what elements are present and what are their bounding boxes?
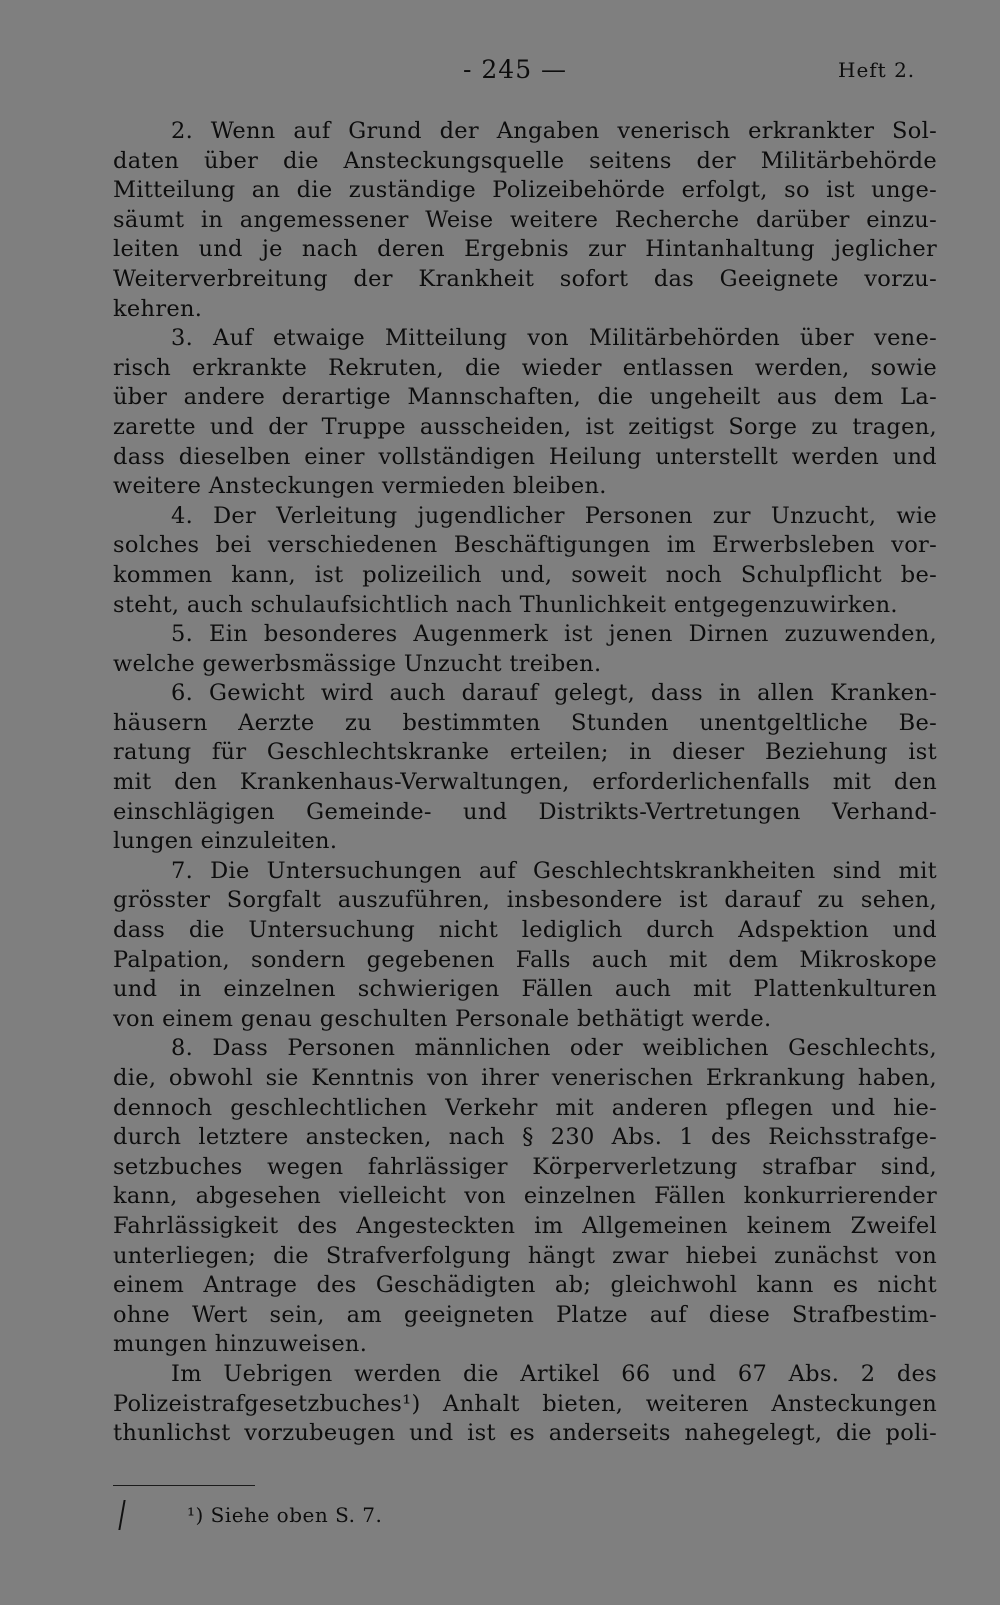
text-line: Palpation, sondern gegebenen Falls auch mit dem Mikroskope <box>113 946 937 973</box>
text-line: unterliegen; die Strafverfolgung hängt zwar hiebei zunächst von <box>113 1242 937 1269</box>
text-line: grösster Sorgfalt auszuführen, insbesondere ist darauf zu sehen, <box>113 887 937 914</box>
text-line: kann, abgesehen vielleicht von einzelnen Fällen konkurrierender <box>113 1183 937 1210</box>
text-line: thunlichst vorzubeugen und ist es anderseits nahegelegt, die poli- <box>113 1420 937 1447</box>
text-line: 2. Wenn auf Grund der Angaben venerisch erkrankter Sol- <box>171 118 937 144</box>
text-line: ohne Wert sein, am geeigneten Platze auf diese Strafbestim- <box>113 1301 937 1328</box>
text-line: einem Antrage des Geschädigten ab; gleichwohl kann es nicht <box>113 1272 937 1299</box>
text-line: zarette und der Truppe ausscheiden, ist zeitigst Sorge zu tragen, <box>113 413 937 440</box>
text-line: 8. Dass Personen männlichen oder weiblichen Geschlechts, <box>171 1035 937 1062</box>
text-line: kommen kann, ist polizeilich und, soweit noch Schulpflicht be- <box>113 561 937 588</box>
body-text <box>113 117 937 1449</box>
text-line: solches bei verschiedenen Beschäftigungen im Erwerbsleben vor- <box>113 532 937 559</box>
text-line: von einem genau geschulten Personale bethätigt werde. <box>113 1005 772 1032</box>
text-line: und in einzelnen schwierigen Fällen auch mit Plattenkulturen <box>113 976 937 1003</box>
text-line: weitere Ansteckungen vermieden bleiben. <box>113 473 607 500</box>
text-line: 5. Ein besonderes Augenmerk ist jenen Dirnen zuzuwenden, <box>171 621 937 648</box>
margin-pencil-mark <box>118 1500 125 1530</box>
text-line: 7. Die Untersuchungen auf Geschlechtskrankheiten sind mit <box>171 857 937 884</box>
text-line: ratung für Geschlechtskranke erteilen; in dieser Beziehung ist <box>113 739 937 766</box>
text-line: dennoch geschlechtlichen Verkehr mit anderen pflegen und hie- <box>113 1094 937 1121</box>
text-line: über andere derartige Mannschaften, die ungeheilt aus dem La- <box>113 384 937 411</box>
text-line: steht, auch schulaufsichtlich nach Thunlichkeit entgegenzuwirken. <box>113 591 898 618</box>
text-line: Im Uebrigen werden die Artikel 66 und 67 Abs. 2 des <box>171 1360 937 1387</box>
text-line: lungen einzuleiten. <box>113 828 338 855</box>
text-line: Mitteilung an die zuständige Polizeibehörde erfolgt, so ist unge- <box>113 177 937 204</box>
text-line: kehren. <box>113 295 203 322</box>
text-line: Weiterverbreitung der Krankheit sofort das Geeignete vorzu- <box>113 265 937 292</box>
text-line: dass die Untersuchung nicht lediglich durch Adspektion und <box>113 917 937 944</box>
text-line: mungen hinzuweisen. <box>113 1331 368 1358</box>
text-line: 4. Der Verleitung jugendlicher Personen zur Unzucht, wie <box>171 502 937 529</box>
footnote-separator <box>113 1485 255 1486</box>
issue-label: Heft 2. <box>838 58 916 82</box>
text-line: setzbuches wegen fahrlässiger Körperverletzung strafbar sind, <box>113 1153 937 1180</box>
text-line: die, obwohl sie Kenntnis von ihrer venerischen Erkrankung haben, <box>113 1065 937 1091</box>
text-line: 6. Gewicht wird auch darauf gelegt, dass in allen Kranken- <box>171 680 937 707</box>
footnote: ¹) Siehe oben S. 7. <box>187 1503 383 1527</box>
text-line: säumt in angemessener Weise weitere Recherche darüber einzu- <box>113 206 937 233</box>
text-line: 3. Auf etwaige Mitteilung von Militärbehörden über vene- <box>171 325 937 352</box>
text-line: Polizeistrafgesetzbuches¹) Anhalt bieten, weiteren Ansteckungen <box>113 1390 937 1417</box>
text-line: häusern Aerzte zu bestimmten Stunden unentgeltliche Be- <box>113 709 937 736</box>
text-line: welche gewerbsmässige Unzucht treiben. <box>113 650 602 677</box>
page-number: - 245 — <box>463 55 568 84</box>
text-line: einschlägigen Gemeinde- und Distrikts-Vertretungen Verhand- <box>113 798 937 825</box>
text-line: daten über die Ansteckungsquelle seitens der Militärbehörde <box>113 147 937 174</box>
text-line: mit den Krankenhaus-Verwaltungen, erforderlichenfalls mit den <box>113 769 937 796</box>
text-line: risch erkrankte Rekruten, die wieder entlassen werden, sowie <box>113 354 937 381</box>
text-line: dass dieselben einer vollständigen Heilung unterstellt werden und <box>113 443 937 470</box>
text-line: durch letztere anstecken, nach § 230 Abs. 1 des Reichsstrafge- <box>113 1124 937 1151</box>
page-header <box>0 55 1000 95</box>
text-line: leiten und je nach deren Ergebnis zur Hintanhaltung jeglicher <box>113 236 937 263</box>
text-line: Fahrlässigkeit des Angesteckten im Allgemeinen keinem Zweifel <box>113 1212 937 1239</box>
